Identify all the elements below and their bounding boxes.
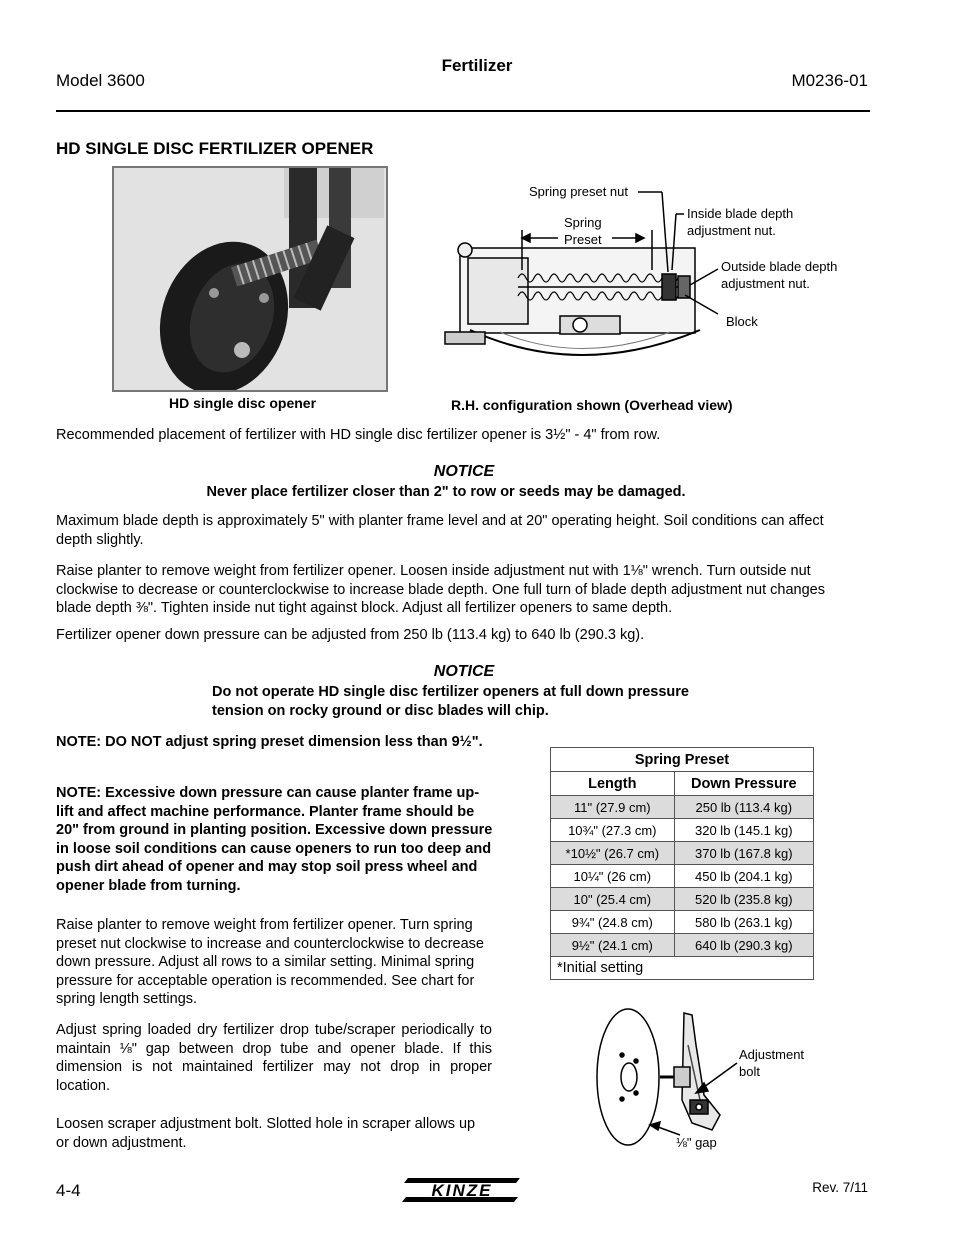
- table-cell-length: 10¼" (26 cm): [551, 865, 675, 888]
- header-doc-number: M0236-01: [791, 71, 868, 90]
- label-adjustment-bolt-line2: bolt: [739, 1064, 760, 1079]
- spring-preset-table: [550, 747, 814, 980]
- kinze-logo: [400, 1175, 524, 1205]
- footer-revision: Rev. 7/11: [812, 1180, 868, 1195]
- paragraph-drop-tube-gap: Adjust spring loaded dry fertilizer drop tube/scraper periodically to maintain ⅛" gap between drop tube and opener blade. If this dimension is not maintained fertilizer may not drop in proper location.: [56, 1022, 492, 1094]
- kinze-logo-graphic: [400, 1175, 524, 1205]
- label-outside-blade-line1: Outside blade depth: [721, 259, 838, 274]
- table-cell-length: 10¾" (27.3 cm): [551, 819, 675, 842]
- header-rule: [56, 110, 870, 112]
- notice1-text: Never place fertilizer closer than 2" to row or seeds may be damaged.: [206, 484, 686, 500]
- label-spring-preset-nut: Spring preset nut: [529, 184, 629, 199]
- table-cell-length: 11" (27.9 cm): [551, 796, 675, 819]
- label-inside-blade-line1: Inside blade depth: [687, 206, 794, 221]
- notice1-title: NOTICE: [433, 463, 495, 480]
- table-cell-length: 9¾" (24.8 cm): [551, 911, 675, 934]
- opener-photo-drawing: [114, 168, 386, 390]
- table-cell-pressure: 250 lb (113.4 kg): [674, 796, 813, 819]
- intro-paragraph: Recommended placement of fertilizer with HD single disc fertilizer opener is 3½" - 4" from row.: [56, 427, 661, 443]
- label-gap: ⅛" gap: [676, 1135, 717, 1150]
- drop-tube-diagram: [592, 1005, 762, 1150]
- table-cell-pressure: 640 lb (290.3 kg): [674, 934, 813, 957]
- table-header-length: Length: [551, 772, 675, 796]
- notice2-line2: tension on rocky ground or disc blades will chip.: [212, 703, 549, 719]
- label-inside-blade-line2: adjustment nut.: [687, 223, 776, 238]
- paragraph-spring-preset-adjust: Raise planter to remove weight from fertilizer opener. Turn spring preset nut clockwise to increase and counterclockwise to decrease down pressure. Adjust all rows to a similar setting. Minimal spring pressure for acceptable operation is recommended. See chart for spring length settings.: [56, 917, 484, 1007]
- table-header-down-pressure: Down Pressure: [674, 772, 813, 796]
- paragraph-max-blade-depth: Maximum blade depth is approximately 5" with planter frame level and at 20" operating height. Soil conditions can affect depth slightly.: [56, 513, 824, 548]
- paragraph-raise-planter-depth: Raise planter to remove weight from fertilizer opener. Loosen inside adjustment nut with 1⅛" wrench. Turn outside nut clockwise to decrease or counterclockwise to increase blade depth. One full turn of blade depth adjustment nut changes blade depth ⅜". Tighten inside nut tight against block. Adjust all fertilizer openers to same depth.: [56, 563, 825, 616]
- label-adjustment-bolt-line1: Adjustment: [739, 1047, 805, 1062]
- table-row: [551, 842, 814, 865]
- opener-photo: [112, 166, 388, 392]
- table-title: Spring Preset: [551, 748, 814, 772]
- notice2-line1: Do not operate HD single disc fertilizer openers at full down pressure: [212, 684, 689, 700]
- table-row: [551, 911, 814, 934]
- paragraph-down-pressure-range: Fertilizer opener down pressure can be adjusted from 250 lb (113.4 kg) to 640 lb (290.3 kg).: [56, 627, 645, 643]
- figure-right-caption: R.H. configuration shown (Overhead view): [451, 397, 733, 413]
- table-cell-length: *10½" (26.7 cm): [551, 842, 675, 865]
- table-cell-pressure: 580 lb (263.1 kg): [674, 911, 813, 934]
- note-excessive-pressure: NOTE: Excessive down pressure can cause planter frame up-lift and affect machine performance. Planter frame should be 20" from ground in planting position. Excessive down pressure in loose soil conditions can cause openers to run too deep and push dirt ahead of opener and may stop soil press wheel and opener blade from turning.: [56, 785, 493, 894]
- table-cell-pressure: 370 lb (167.8 kg): [674, 842, 813, 865]
- header-model: Model 3600: [56, 71, 145, 90]
- table-footnote: *Initial setting: [551, 957, 814, 980]
- table-row: [551, 796, 814, 819]
- table-row: [551, 819, 814, 842]
- header-title: Fertilizer: [441, 56, 513, 75]
- table-row: [551, 865, 814, 888]
- note-spring-preset-min: NOTE: DO NOT adjust spring preset dimension less than 9½".: [56, 734, 483, 750]
- notice2-title: NOTICE: [433, 663, 495, 680]
- figure-left-caption: HD single disc opener: [169, 395, 317, 411]
- label-spring-preset-line2: Preset: [564, 232, 602, 247]
- footer-page-number: 4-4: [56, 1181, 81, 1200]
- paragraph-scraper-bolt: Loosen scraper adjustment bolt. Slotted hole in scraper allows up or down adjustment.: [56, 1116, 476, 1151]
- kinze-logo-text: KINZE: [431, 1181, 493, 1200]
- table-row: [551, 934, 814, 957]
- label-spring-preset-line1: Spring: [564, 215, 602, 230]
- table-cell-length: 9½" (24.1 cm): [551, 934, 675, 957]
- table-cell-length: 10" (25.4 cm): [551, 888, 675, 911]
- label-block: Block: [726, 314, 758, 329]
- table-cell-pressure: 520 lb (235.8 kg): [674, 888, 813, 911]
- table-row: [551, 888, 814, 911]
- table-cell-pressure: 320 lb (145.1 kg): [674, 819, 813, 842]
- label-outside-blade-line2: adjustment nut.: [721, 276, 810, 291]
- section-title: HD SINGLE DISC FERTILIZER OPENER: [56, 139, 374, 158]
- table-cell-pressure: 450 lb (204.1 kg): [674, 865, 813, 888]
